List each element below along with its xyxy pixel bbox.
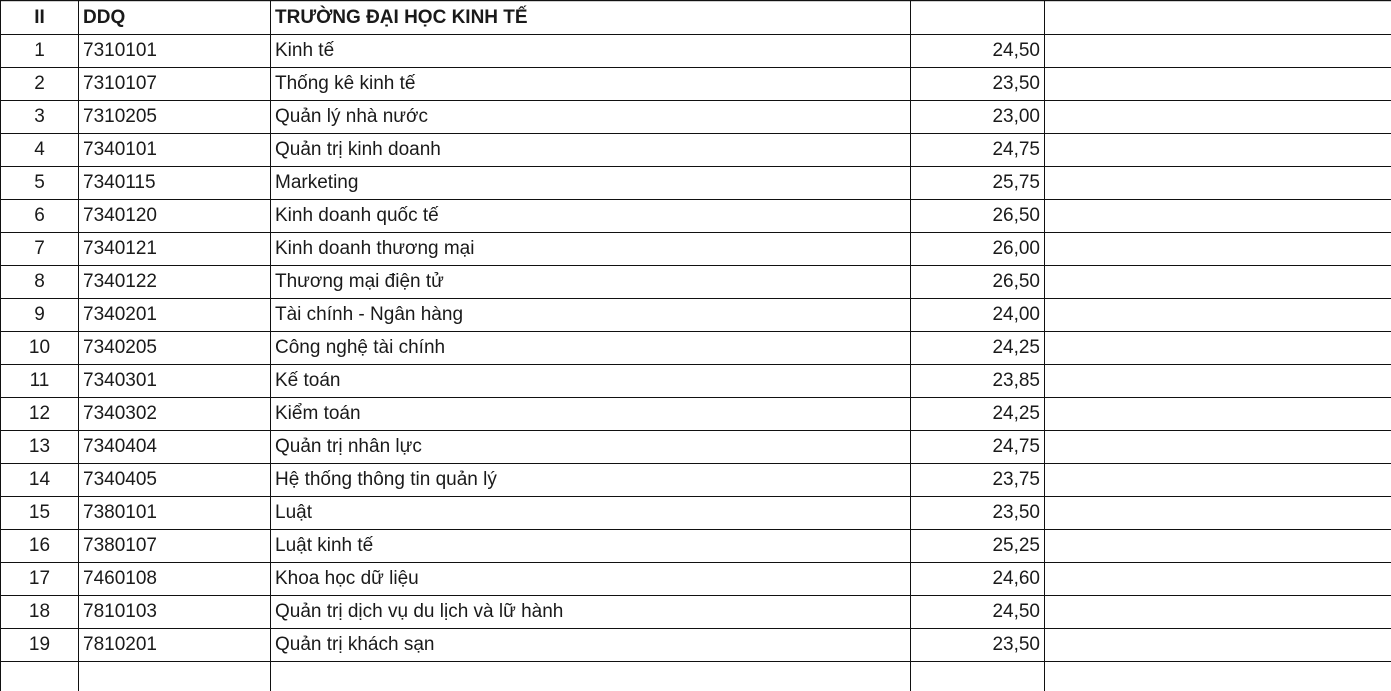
section-header-row	[1, 1, 1391, 35]
row-index-cell[interactable]: 19	[1, 629, 79, 662]
major-code-cell[interactable]: 7340405	[79, 464, 271, 497]
major-code-cell[interactable]: 7310107	[79, 68, 271, 101]
score-cell[interactable]: 23,85	[911, 365, 1045, 398]
school-code-cell[interactable]: DDQ	[79, 1, 271, 35]
table-row	[1, 563, 1391, 596]
table-row	[1, 365, 1391, 398]
table-row-partial	[1, 662, 1391, 691]
row-index-cell[interactable]: 3	[1, 101, 79, 134]
note-cell[interactable]	[1045, 563, 1391, 596]
score-cell[interactable]: 24,75	[911, 431, 1045, 464]
major-name-cell[interactable]: Công nghệ tài chính	[271, 332, 911, 365]
major-name-cell[interactable]: Kinh doanh thương mại	[271, 233, 911, 266]
score-cell[interactable]: 23,75	[911, 464, 1045, 497]
row-index-cell[interactable]: 17	[1, 563, 79, 596]
table-row	[1, 530, 1391, 563]
note-cell[interactable]	[1045, 200, 1391, 233]
major-name-cell[interactable]: Quản trị nhân lực	[271, 431, 911, 464]
major-code-cell[interactable]: 7810103	[79, 596, 271, 629]
major-name-cell[interactable]: Kế toán	[271, 365, 911, 398]
table-row	[1, 101, 1391, 134]
score-cell[interactable]: 24,25	[911, 398, 1045, 431]
table-row	[1, 629, 1391, 662]
major-code-cell[interactable]: 7810201	[79, 629, 271, 662]
table-row	[1, 299, 1391, 332]
major-code-cell[interactable]: 7460108	[79, 563, 271, 596]
empty-cell[interactable]	[911, 662, 1045, 691]
table-row	[1, 200, 1391, 233]
major-name-cell[interactable]: Luật	[271, 497, 911, 530]
row-index-cell[interactable]: 8	[1, 266, 79, 299]
note-cell[interactable]	[1045, 629, 1391, 662]
major-code-cell[interactable]: 7310101	[79, 35, 271, 68]
table-row	[1, 233, 1391, 266]
major-code-cell[interactable]: 7340201	[79, 299, 271, 332]
row-index-cell[interactable]: 5	[1, 167, 79, 200]
score-cell[interactable]: 23,50	[911, 629, 1045, 662]
note-cell[interactable]	[1045, 35, 1391, 68]
note-cell[interactable]	[1045, 497, 1391, 530]
row-index-cell[interactable]: 18	[1, 596, 79, 629]
row-index-cell[interactable]: 14	[1, 464, 79, 497]
major-name-cell[interactable]: Marketing	[271, 167, 911, 200]
major-name-cell[interactable]: Kiểm toán	[271, 398, 911, 431]
note-cell[interactable]	[1045, 398, 1391, 431]
major-code-cell[interactable]: 7380101	[79, 497, 271, 530]
table-row	[1, 134, 1391, 167]
major-code-cell[interactable]: 7340101	[79, 134, 271, 167]
score-cell[interactable]: 25,75	[911, 167, 1045, 200]
major-name-cell[interactable]: Quản trị khách sạn	[271, 629, 911, 662]
major-name-cell[interactable]: Luật kinh tế	[271, 530, 911, 563]
major-name-cell[interactable]: Khoa học dữ liệu	[271, 563, 911, 596]
major-name-cell[interactable]: Thống kê kinh tế	[271, 68, 911, 101]
major-code-cell[interactable]: 7340205	[79, 332, 271, 365]
major-name-cell[interactable]: Thương mại điện tử	[271, 266, 911, 299]
row-index-cell[interactable]: 6	[1, 200, 79, 233]
score-cell[interactable]: 24,50	[911, 596, 1045, 629]
major-code-cell[interactable]: 7340120	[79, 200, 271, 233]
score-cell[interactable]: 23,00	[911, 101, 1045, 134]
row-index-cell[interactable]: 12	[1, 398, 79, 431]
table-row	[1, 596, 1391, 629]
major-name-cell[interactable]: Quản trị kinh doanh	[271, 134, 911, 167]
table-row	[1, 464, 1391, 497]
major-code-cell[interactable]: 7310205	[79, 101, 271, 134]
empty-cell[interactable]	[1, 662, 79, 691]
table-row	[1, 35, 1391, 68]
row-index-cell[interactable]: 7	[1, 233, 79, 266]
school-name-cell[interactable]: TRƯỜNG ĐẠI HỌC KINH TẾ	[271, 1, 911, 35]
table-row	[1, 497, 1391, 530]
score-cell[interactable]: 23,50	[911, 497, 1045, 530]
empty-cell[interactable]	[79, 662, 271, 691]
major-name-cell[interactable]: Kinh tế	[271, 35, 911, 68]
row-index-cell[interactable]: 15	[1, 497, 79, 530]
empty-cell[interactable]	[271, 662, 911, 691]
major-code-cell[interactable]: 7340404	[79, 431, 271, 464]
note-cell[interactable]	[1045, 266, 1391, 299]
score-cell[interactable]: 25,25	[911, 530, 1045, 563]
row-index-cell[interactable]: 11	[1, 365, 79, 398]
row-index-cell[interactable]: 13	[1, 431, 79, 464]
major-name-cell[interactable]: Quản lý nhà nước	[271, 101, 911, 134]
score-cell[interactable]: 26,00	[911, 233, 1045, 266]
note-cell[interactable]	[1045, 68, 1391, 101]
table-row	[1, 332, 1391, 365]
major-code-cell[interactable]: 7340121	[79, 233, 271, 266]
score-cell[interactable]: 24,50	[911, 35, 1045, 68]
note-cell[interactable]	[1045, 101, 1391, 134]
row-index-cell[interactable]: 1	[1, 35, 79, 68]
row-index-cell[interactable]: 10	[1, 332, 79, 365]
section-index-cell[interactable]: II	[1, 1, 79, 35]
score-cell[interactable]: 26,50	[911, 266, 1045, 299]
empty-cell[interactable]	[1045, 662, 1391, 691]
note-cell[interactable]	[1045, 167, 1391, 200]
major-code-cell[interactable]: 7380107	[79, 530, 271, 563]
note-cell[interactable]	[1045, 464, 1391, 497]
major-name-cell[interactable]: Quản trị dịch vụ du lịch và lữ hành	[271, 596, 911, 629]
score-cell[interactable]: 23,50	[911, 68, 1045, 101]
score-cell[interactable]: 24,60	[911, 563, 1045, 596]
score-cell[interactable]: 24,00	[911, 299, 1045, 332]
note-cell[interactable]	[1045, 530, 1391, 563]
major-name-cell[interactable]: Tài chính - Ngân hàng	[271, 299, 911, 332]
score-cell[interactable]: 24,25	[911, 332, 1045, 365]
row-index-cell[interactable]: 9	[1, 299, 79, 332]
row-index-cell[interactable]: 2	[1, 68, 79, 101]
table-row	[1, 266, 1391, 299]
table-row	[1, 431, 1391, 464]
row-index-cell[interactable]: 4	[1, 134, 79, 167]
score-cell[interactable]: 26,50	[911, 200, 1045, 233]
score-cell[interactable]: 24,75	[911, 134, 1045, 167]
major-name-cell[interactable]: Kinh doanh quốc tế	[271, 200, 911, 233]
note-cell[interactable]	[1045, 332, 1391, 365]
major-code-cell[interactable]: 7340302	[79, 398, 271, 431]
note-cell[interactable]	[1045, 299, 1391, 332]
note-cell[interactable]	[1045, 431, 1391, 464]
row-index-cell[interactable]: 16	[1, 530, 79, 563]
major-name-cell[interactable]: Hệ thống thông tin quản lý	[271, 464, 911, 497]
table-row	[1, 398, 1391, 431]
major-code-cell[interactable]: 7340122	[79, 266, 271, 299]
table-row	[1, 167, 1391, 200]
header-note-cell[interactable]	[1045, 1, 1391, 35]
note-cell[interactable]	[1045, 365, 1391, 398]
major-code-cell[interactable]: 7340115	[79, 167, 271, 200]
header-score-cell[interactable]	[911, 1, 1045, 35]
note-cell[interactable]	[1045, 134, 1391, 167]
major-code-cell[interactable]: 7340301	[79, 365, 271, 398]
note-cell[interactable]	[1045, 233, 1391, 266]
note-cell[interactable]	[1045, 596, 1391, 629]
table-row	[1, 68, 1391, 101]
